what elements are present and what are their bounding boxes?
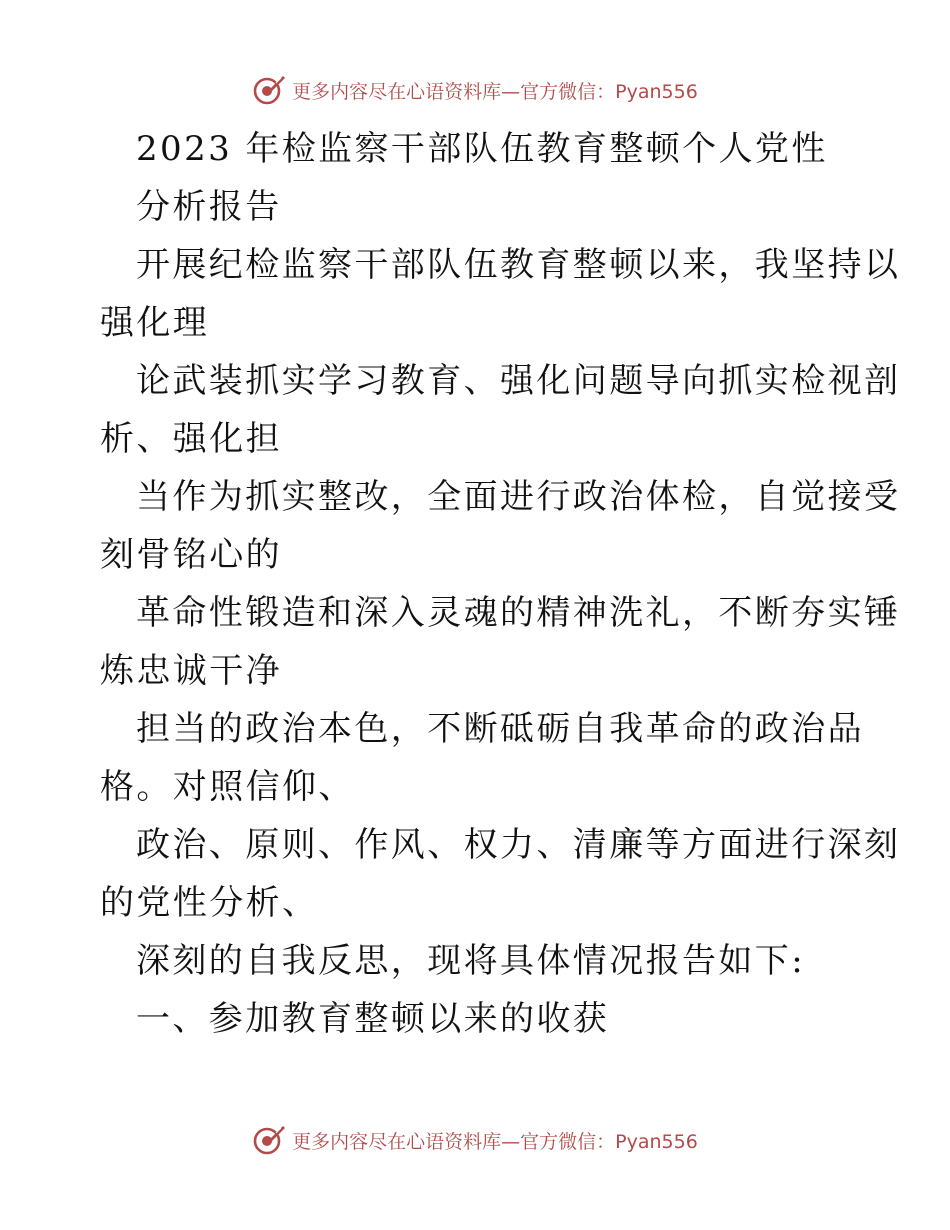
- text-line: 论武装抓实学习教育、强化问题导向抓实检视剖: [136, 361, 901, 401]
- text-line: 2023 年检监察干部队伍教育整顿个人党性: [136, 129, 828, 169]
- text-line: 析、强化担: [100, 419, 282, 459]
- document-body: [100, 120, 901, 1048]
- text-line: 格。对照信仰、: [100, 767, 355, 807]
- watermark-text: 更多内容尽在心语资料库—官方微信：Pyan556: [292, 1130, 698, 1153]
- footer-watermark: [0, 1120, 950, 1160]
- quill-pen-logo-icon: [252, 73, 286, 107]
- text-line: 深刻的自我反思，现将具体情况报告如下:: [136, 941, 806, 981]
- text-line: 的党性分析、: [100, 883, 319, 923]
- text-line: 担当的政治本色，不断砥砺自我革命的政治品: [136, 709, 864, 749]
- watermark-text: 更多内容尽在心语资料库—官方微信：Pyan556: [292, 80, 698, 103]
- text-line: 强化理: [100, 303, 210, 343]
- section-heading: 一、参加教育整顿以来的收获: [136, 999, 610, 1039]
- header-watermark: [0, 70, 950, 110]
- quill-pen-logo-icon: [252, 1123, 286, 1157]
- text-line: 革命性锻造和深入灵魂的精神洗礼，不断夯实锤: [136, 593, 901, 633]
- text-line: 分析报告: [136, 187, 282, 227]
- text-line: 当作为抓实整改，全面进行政治体检，自觉接受: [136, 477, 901, 517]
- text-line: 炼忠诚干净: [100, 651, 282, 691]
- text-line: 政治、原则、作风、权力、清廉等方面进行深刻: [136, 825, 901, 865]
- text-line: 刻骨铭心的: [100, 535, 282, 575]
- text-line: 开展纪检监察干部队伍教育整顿以来，我坚持以: [136, 245, 901, 285]
